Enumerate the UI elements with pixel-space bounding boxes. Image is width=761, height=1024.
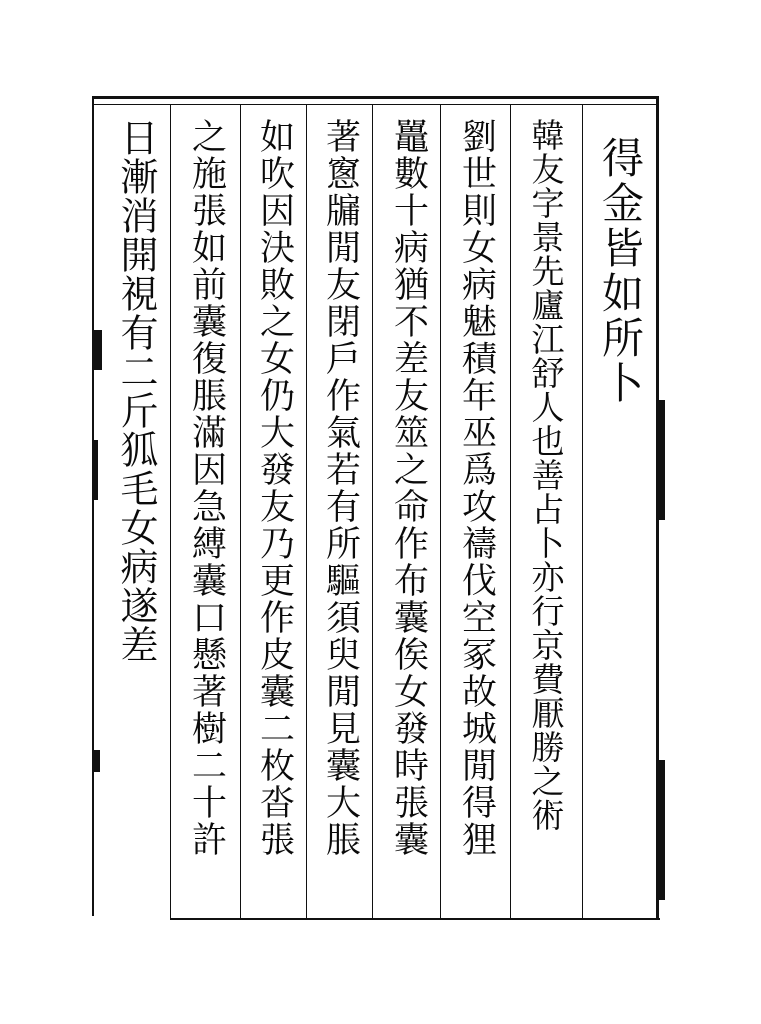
text-column-3 [444, 118, 508, 918]
column-text: 日漸消開視有二斤狐毛女病遂差 [114, 118, 158, 664]
bottom-border-rule [170, 918, 660, 920]
column-divider [306, 104, 307, 918]
text-column-4 [376, 118, 440, 918]
column-text: 如吹因決敗之女仍大發友乃更作皮囊二枚沓張 [254, 118, 295, 858]
column-text: 鼉數十病猶不差友筮之命作布囊俟女發時張囊 [388, 118, 429, 858]
left-border-rule [92, 96, 94, 916]
text-column-7 [174, 118, 238, 918]
text-column-2 [514, 118, 578, 918]
column-divider [440, 104, 441, 918]
page-edge-mark [656, 400, 665, 520]
column-divider [372, 104, 373, 918]
column-divider [582, 104, 583, 918]
column-text: 劉世則女病魅積年巫爲攻禱伐空冢故城閒得狸 [456, 118, 497, 858]
column-divider [170, 104, 171, 918]
page-edge-mark [656, 760, 665, 900]
text-column-1 [588, 136, 652, 936]
page-edge-mark [92, 750, 100, 772]
text-column-6 [242, 118, 306, 918]
top-border-rule [92, 96, 658, 99]
top-inner-rule [92, 104, 658, 105]
column-text: 得金皆如所卜 [596, 136, 645, 406]
column-text: 韓友字景先廬江舒人也善占卜亦行京費厭勝之術 [526, 118, 566, 832]
page-edge-mark [92, 440, 98, 500]
text-column-8 [104, 118, 168, 918]
column-divider [510, 104, 511, 918]
column-text: 著窻牖閒友閉戶作氣若有所驅須臾閒見囊大脹 [320, 118, 361, 858]
text-column-5 [308, 118, 372, 918]
column-divider [240, 104, 241, 918]
page-edge-mark [92, 330, 102, 370]
column-text: 之施張如前囊復脹滿因急縛囊口懸著樹二十許 [186, 118, 227, 858]
